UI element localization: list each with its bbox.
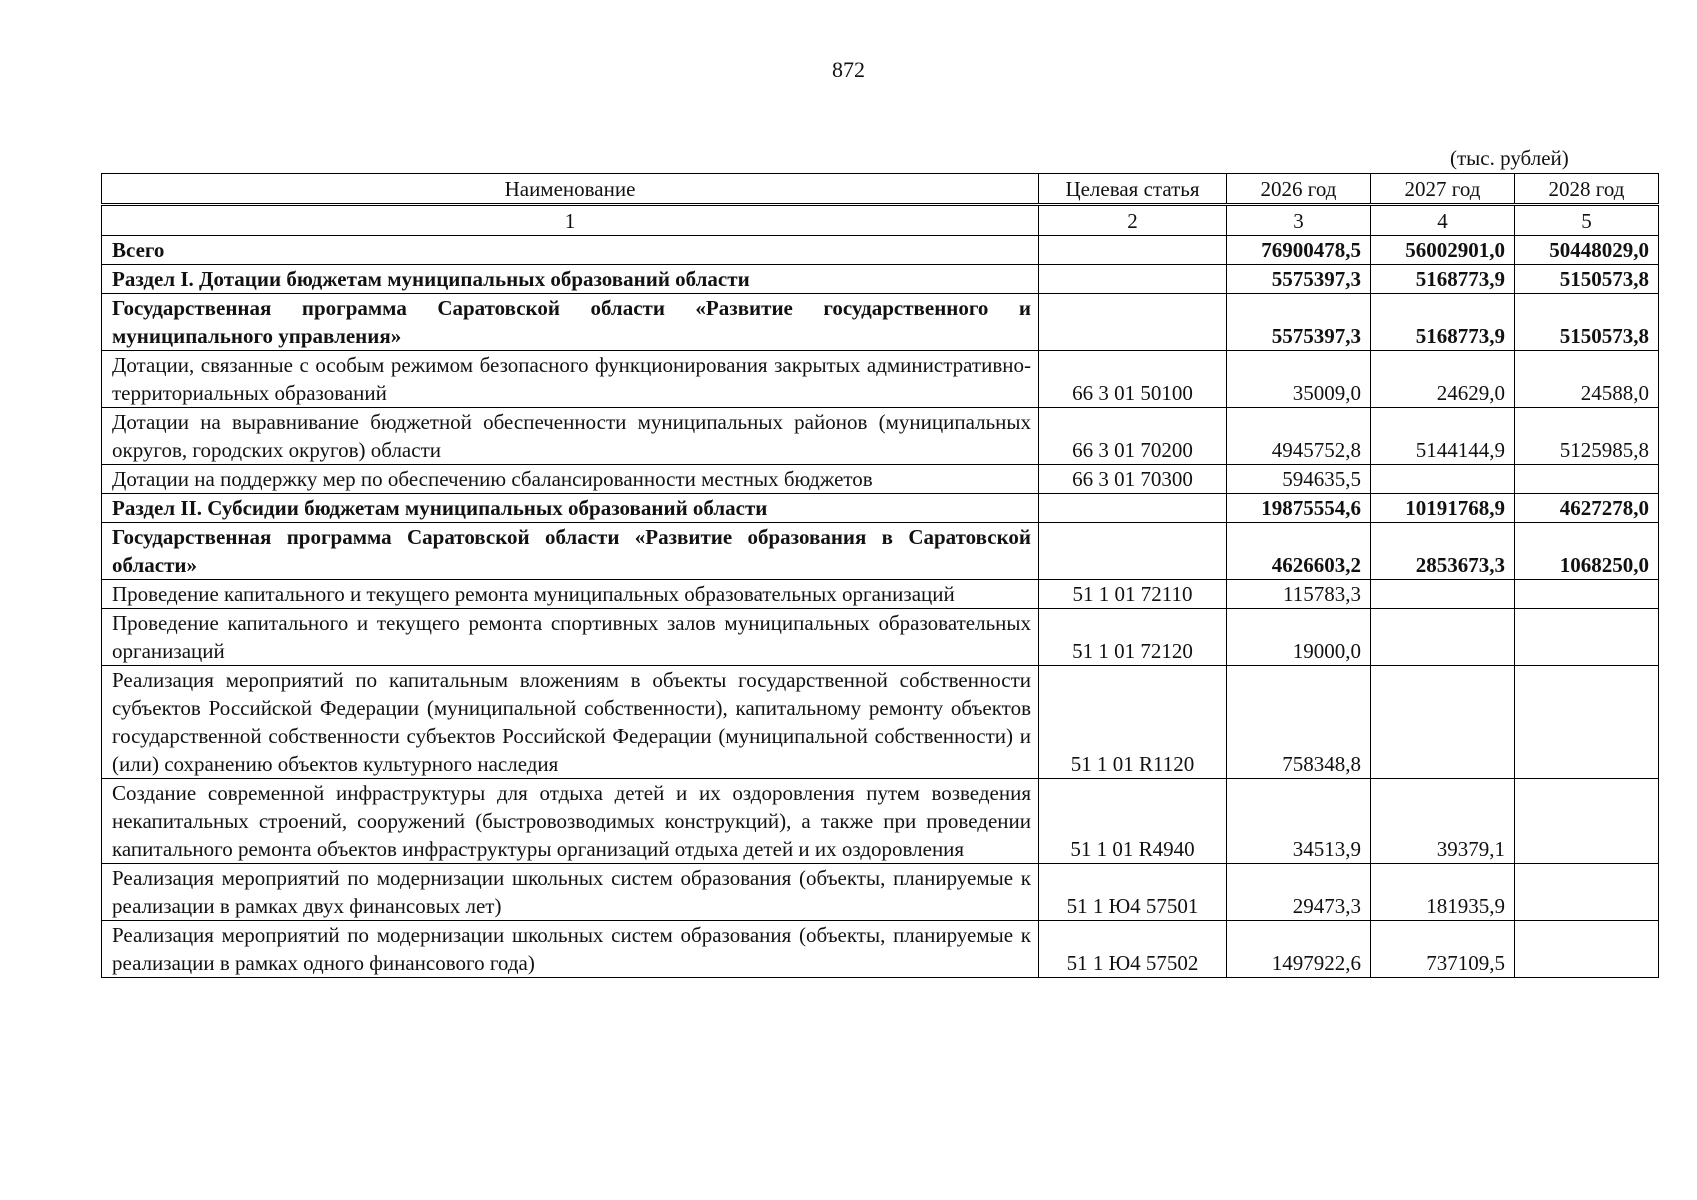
row-code xyxy=(1039,294,1227,351)
column-number: 3 xyxy=(1227,205,1371,236)
header-2026: 2026 год xyxy=(1227,174,1371,205)
row-value-2026: 29473,3 xyxy=(1227,864,1371,921)
row-name: Раздел I. Дотации бюджетам муниципальных образований области xyxy=(102,265,1039,294)
column-number: 4 xyxy=(1371,205,1515,236)
row-value-2028 xyxy=(1515,666,1659,779)
row-name: Раздел II. Субсидии бюджетам муниципальных образований области xyxy=(102,494,1039,523)
row-code: 51 1 01 72120 xyxy=(1039,609,1227,666)
row-code: 51 1 01 R4940 xyxy=(1039,779,1227,864)
column-number: 2 xyxy=(1039,205,1227,236)
table-row xyxy=(102,779,1659,864)
row-value-2028: 1068250,0 xyxy=(1515,523,1659,580)
row-value-2027: 737109,5 xyxy=(1371,921,1515,978)
row-value-2026: 76900478,5 xyxy=(1227,236,1371,265)
row-name: Дотации, связанные с особым режимом безопасного функционирования закрытых административно-территориальных образований xyxy=(102,351,1039,408)
row-value-2027: 5144144,9 xyxy=(1371,408,1515,465)
row-name: Проведение капитального и текущего ремонта муниципальных образовательных организаций xyxy=(102,580,1039,609)
row-value-2026: 19875554,6 xyxy=(1227,494,1371,523)
header-name: Наименование xyxy=(102,174,1039,205)
table-row xyxy=(102,580,1659,609)
row-value-2026: 5575397,3 xyxy=(1227,265,1371,294)
row-value-2026: 4945752,8 xyxy=(1227,408,1371,465)
row-value-2027: 24629,0 xyxy=(1371,351,1515,408)
row-value-2028: 50448029,0 xyxy=(1515,236,1659,265)
row-code: 51 1 Ю4 57501 xyxy=(1039,864,1227,921)
row-name: Реализация мероприятий по капитальным вложениям в объекты государственной собственности субъектов Российской Федерации (муниципальной собственности), капитальному ремонту объектов государственной собственности субъектов Российской Федерации (муниципальной собственности) и (или) сохранению объектов культурного наследия xyxy=(102,666,1039,779)
row-value-2027: 56002901,0 xyxy=(1371,236,1515,265)
row-value-2026: 34513,9 xyxy=(1227,779,1371,864)
row-code: 66 3 01 70300 xyxy=(1039,465,1227,494)
table-row xyxy=(102,494,1659,523)
table-row xyxy=(102,666,1659,779)
row-value-2027 xyxy=(1371,465,1515,494)
row-name: Создание современной инфраструктуры для отдыха детей и их оздоровления путем возведения некапитальных строений, сооружений (быстровозводимых конструкций), а также при проведении капитального ремонта объектов инфраструктуры организаций отдыха детей и их оздоровления xyxy=(102,779,1039,864)
table-row xyxy=(102,465,1659,494)
row-value-2026: 4626603,2 xyxy=(1227,523,1371,580)
row-code xyxy=(1039,236,1227,265)
row-name: Проведение капитального и текущего ремонта спортивных залов муниципальных образовательных организаций xyxy=(102,609,1039,666)
page-number: 872 xyxy=(832,57,865,82)
row-name: Дотации на поддержку мер по обеспечению сбалансированности местных бюджетов xyxy=(102,465,1039,494)
budget-table xyxy=(101,173,1659,978)
row-value-2028: 5150573,8 xyxy=(1515,265,1659,294)
row-value-2026: 594635,5 xyxy=(1227,465,1371,494)
table-row xyxy=(102,265,1659,294)
header-2028: 2028 год xyxy=(1515,174,1659,205)
row-value-2027: 10191768,9 xyxy=(1371,494,1515,523)
row-value-2028 xyxy=(1515,465,1659,494)
row-code: 51 1 01 R1120 xyxy=(1039,666,1227,779)
row-value-2027 xyxy=(1371,580,1515,609)
row-value-2027: 181935,9 xyxy=(1371,864,1515,921)
table-header-row xyxy=(102,174,1659,205)
column-number-row xyxy=(102,205,1659,236)
row-name: Реализация мероприятий по модернизации школьных систем образования (объекты, планируемые к реализации в рамках одного финансового года) xyxy=(102,921,1039,978)
table-row xyxy=(102,351,1659,408)
row-value-2027: 39379,1 xyxy=(1371,779,1515,864)
row-value-2026: 115783,3 xyxy=(1227,580,1371,609)
row-code: 66 3 01 70200 xyxy=(1039,408,1227,465)
row-value-2028: 4627278,0 xyxy=(1515,494,1659,523)
row-value-2028: 24588,0 xyxy=(1515,351,1659,408)
row-value-2026: 35009,0 xyxy=(1227,351,1371,408)
row-value-2028 xyxy=(1515,864,1659,921)
row-code xyxy=(1039,494,1227,523)
column-number: 1 xyxy=(102,205,1039,236)
column-number: 5 xyxy=(1515,205,1659,236)
table-row xyxy=(102,609,1659,666)
row-name: Реализация мероприятий по модернизации школьных систем образования (объекты, планируемые к реализации в рамках двух финансовых лет) xyxy=(102,864,1039,921)
row-name: Государственная программа Саратовской области «Развитие образования в Саратовской области» xyxy=(102,523,1039,580)
row-name: Всего xyxy=(102,236,1039,265)
table-row xyxy=(102,523,1659,580)
row-value-2028 xyxy=(1515,580,1659,609)
row-value-2026: 758348,8 xyxy=(1227,666,1371,779)
row-value-2028: 5125985,8 xyxy=(1515,408,1659,465)
row-name: Дотации на выравнивание бюджетной обеспеченности муниципальных районов (муниципальных округов, городских округов) области xyxy=(102,408,1039,465)
row-code xyxy=(1039,523,1227,580)
header-code: Целевая статья xyxy=(1039,174,1227,205)
row-value-2028: 5150573,8 xyxy=(1515,294,1659,351)
units-label: (тыс. рублей) xyxy=(1450,146,1569,170)
row-value-2027: 5168773,9 xyxy=(1371,265,1515,294)
row-code xyxy=(1039,265,1227,294)
row-value-2026: 1497922,6 xyxy=(1227,921,1371,978)
table-row xyxy=(102,921,1659,978)
row-value-2027: 2853673,3 xyxy=(1371,523,1515,580)
row-value-2026: 19000,0 xyxy=(1227,609,1371,666)
header-2027: 2027 год xyxy=(1371,174,1515,205)
row-value-2028 xyxy=(1515,921,1659,978)
table-row xyxy=(102,864,1659,921)
row-code: 51 1 01 72110 xyxy=(1039,580,1227,609)
row-value-2028 xyxy=(1515,779,1659,864)
row-code: 66 3 01 50100 xyxy=(1039,351,1227,408)
row-value-2027 xyxy=(1371,666,1515,779)
row-code: 51 1 Ю4 57502 xyxy=(1039,921,1227,978)
table-row xyxy=(102,236,1659,265)
row-value-2027: 5168773,9 xyxy=(1371,294,1515,351)
row-value-2028 xyxy=(1515,609,1659,666)
row-name: Государственная программа Саратовской области «Развитие государственного и муниципального управления» xyxy=(102,294,1039,351)
table-row xyxy=(102,294,1659,351)
row-value-2026: 5575397,3 xyxy=(1227,294,1371,351)
row-value-2027 xyxy=(1371,609,1515,666)
table-row xyxy=(102,408,1659,465)
